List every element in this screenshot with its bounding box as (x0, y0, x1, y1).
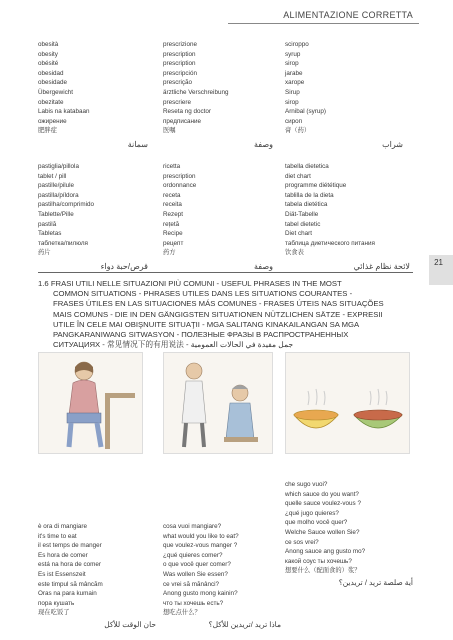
term-arabic: لائحة نظام غذائي (353, 261, 410, 271)
term: Übergewicht (38, 88, 73, 96)
term: 医嘱 (163, 127, 176, 135)
phrase-line: Was wollen Sie essen? (163, 570, 228, 578)
term: Diet chart (285, 230, 312, 238)
phrase-line: que voulez-vous manger ? (163, 542, 238, 550)
term: syrup (285, 50, 301, 58)
phrase-arabic: ماذا تريد /تريدين للأكل؟ (208, 619, 281, 629)
term: obezitate (38, 98, 64, 106)
term: ricetta (163, 163, 181, 170)
term: 饮食表 (285, 249, 304, 257)
term: Sirup (285, 88, 300, 96)
food-bowls-drawing (286, 353, 409, 453)
term: таблетка/пилюля (38, 239, 88, 247)
header-rule (228, 23, 419, 24)
term: receita (163, 201, 182, 209)
heading-line: UTILE ÎN CELE MAI OBIŞNUITE SITUAŢII - MGA SALITANG KINAKAILANGAN SA MGA (53, 319, 360, 329)
term: obesità (38, 41, 59, 48)
phrase-arabic: أية صلصة تريد / تريدين؟ (338, 577, 413, 587)
vocab-entry-obesity (38, 40, 148, 150)
term-arabic: سمانة (127, 139, 148, 149)
term: programme diététique (285, 182, 347, 190)
phrase-line: it's time to eat (38, 532, 77, 540)
term-arabic: شراب (382, 139, 403, 149)
term: 肥胖症 (38, 127, 57, 135)
term: pastilla/píldora (38, 191, 79, 199)
phrase-line: este timpul să mâncăm (38, 580, 103, 588)
term: tablilla de la dieta (285, 191, 334, 199)
term: Rezept (163, 210, 183, 218)
phrase-line: ce sos vrei? (285, 538, 319, 546)
term: rețetă (163, 220, 180, 228)
illustration-talking-women (163, 352, 273, 454)
phrase-what-to-eat (163, 522, 281, 630)
vocab-entry-prescription (163, 40, 273, 150)
term: ordonnance (163, 182, 197, 190)
term-arabic: وصفة (254, 261, 273, 271)
term: 药方 (163, 249, 176, 257)
phrase-line: какой соус ты хочешь? (285, 557, 352, 565)
phrase-line: пора кушать (38, 599, 75, 607)
term: сироп (285, 117, 303, 125)
term-arabic: قرص/حبة دواء (100, 261, 148, 271)
term: obesidade (38, 79, 68, 87)
phrase-line: è ora di mangiare (38, 523, 88, 530)
term: Labis na katabaan (38, 108, 90, 116)
phrase-line: quelle sauce voulez-vous ? (285, 500, 361, 508)
term: предписание (163, 117, 202, 125)
phrase-line: Anong sauce ang gusto mo? (285, 548, 366, 556)
phrase-line: cosa vuoi mangiare? (163, 523, 222, 530)
talking-women-drawing (164, 353, 272, 453)
term: obesity (38, 50, 58, 58)
term: jarabe (285, 69, 303, 77)
term: Reseta ng doctor (163, 108, 211, 116)
term: таблица диетического питания (285, 239, 375, 247)
term: рецепт (163, 239, 184, 247)
heading-line: MAIS COMUNS - DIE IN DEN GÄNGIGSTEN SITUATIONEN NÜTZLICHEN SÄTZE - EXPRESII (53, 309, 383, 319)
phrase-line: 想吃点什么？ (163, 609, 201, 617)
term: prescrição (163, 79, 193, 87)
phrase-line: ¿qué quieres comer? (163, 551, 223, 559)
phrase-which-sauce (285, 480, 413, 588)
term: 药片 (38, 249, 51, 257)
term: sirop (285, 98, 299, 106)
section-rule (38, 272, 413, 273)
section-heading (38, 279, 420, 350)
phrase-line: o que você quer comer? (163, 561, 231, 569)
phrase-line: Es ist Essenszeit (38, 570, 86, 578)
term-arabic: وصفة (254, 139, 273, 149)
heading-line: СИТУАЦИЯХ - 常见情况下的有用说法 - جمل مفيدة في الحالات العمومية (53, 340, 294, 350)
phrase-line: il est temps de manger (38, 542, 102, 550)
term: prescripción (163, 69, 197, 77)
term: Recipe (163, 230, 183, 238)
seated-woman-drawing (39, 353, 142, 453)
running-header: ALIMENTAZIONE CORRETTA (283, 10, 413, 20)
heading-line: FRASES ÚTILES EN LAS SITUACIONES MÁS COMUNES - FRASES ÚTEIS NAS SITUAÇÕES (53, 299, 384, 309)
term: obésité (38, 60, 59, 68)
term: pastille/pilule (38, 182, 75, 190)
phrase-line: что ты хочешь есть? (163, 599, 224, 607)
phrase-line: está na hora de comer (38, 561, 102, 569)
term: receta (163, 191, 181, 199)
heading-line: PANGKARANIWANG SITWASYON - ПОЛЕЗНЫЕ ФРАЗЫ В РАСПРОСТРАНЕННЫХ (53, 330, 349, 340)
term: prescription (163, 172, 196, 180)
term: Tabletas (38, 230, 62, 238)
phrase-line: Anong gusto mong kainin? (163, 590, 238, 598)
term: prescriere (163, 98, 191, 106)
term: sciroppo (285, 41, 309, 48)
term: tabel dietetic (285, 220, 321, 228)
phrase-line: 现在吃饭了 (38, 609, 70, 617)
vocab-entry-syrup (285, 40, 403, 150)
term: pastilă (38, 220, 57, 228)
heading-line: 1.6 FRASI UTILI NELLE SITUAZIONI PIÙ COMUNI - USEFUL PHRASES IN THE MOST (38, 279, 342, 288)
phrase-line: Es hora de comer (38, 551, 88, 559)
page-number: 21 (434, 258, 443, 267)
term: tabella dietetica (285, 163, 329, 170)
term: Diät-Tabelle (285, 210, 319, 218)
term: ожирение (38, 117, 67, 125)
term: prescrizione (163, 41, 197, 48)
phrase-line: 想要什么（配面食的）浆？ (285, 567, 361, 575)
term: tablet / pill (38, 172, 67, 180)
phrase-line: Oras na para kumain (38, 590, 97, 598)
vocab-entry-recipe (163, 162, 273, 272)
vocab-entry-diet-chart (285, 162, 410, 272)
term: sirop (285, 60, 299, 68)
phrase-line: what would you like to eat? (163, 532, 239, 540)
vocab-entry-tablet (38, 162, 148, 272)
term: pastilha/comprimido (38, 201, 94, 209)
term: prescription (163, 60, 196, 68)
term: Arnibal (syrup) (285, 108, 326, 116)
phrase-time-to-eat (38, 522, 156, 630)
phrase-line: ¿qué jugo quieres? (285, 509, 339, 517)
phrase-line: que molho você quer? (285, 519, 348, 527)
term: prescription (163, 50, 196, 58)
term: diet chart (285, 172, 311, 180)
illustration-food-bowls (285, 352, 410, 454)
term: obesidad (38, 69, 64, 77)
term: ärztliche Verschreibung (163, 88, 229, 96)
heading-line: COMMON SITUATIONS - PHRASES UTILES DANS LES SITUATIONS COURANTES - (53, 289, 353, 299)
term: 膏（药） (285, 127, 311, 135)
illustration-seated-woman (38, 352, 143, 454)
term: Tablette/Pille (38, 210, 74, 218)
phrase-line: Welche Sauce wollen Sie? (285, 528, 360, 536)
phrase-line: che sugo vuoi? (285, 481, 328, 488)
phrase-line: ce vrei să mănânci? (163, 580, 219, 588)
term: pastiglia/pillola (38, 163, 79, 170)
term: xarope (285, 79, 305, 87)
term: tabela dietética (285, 201, 328, 209)
phrase-line: which sauce do you want? (285, 490, 359, 498)
phrase-arabic: حان الوقت للأكل (104, 619, 156, 629)
